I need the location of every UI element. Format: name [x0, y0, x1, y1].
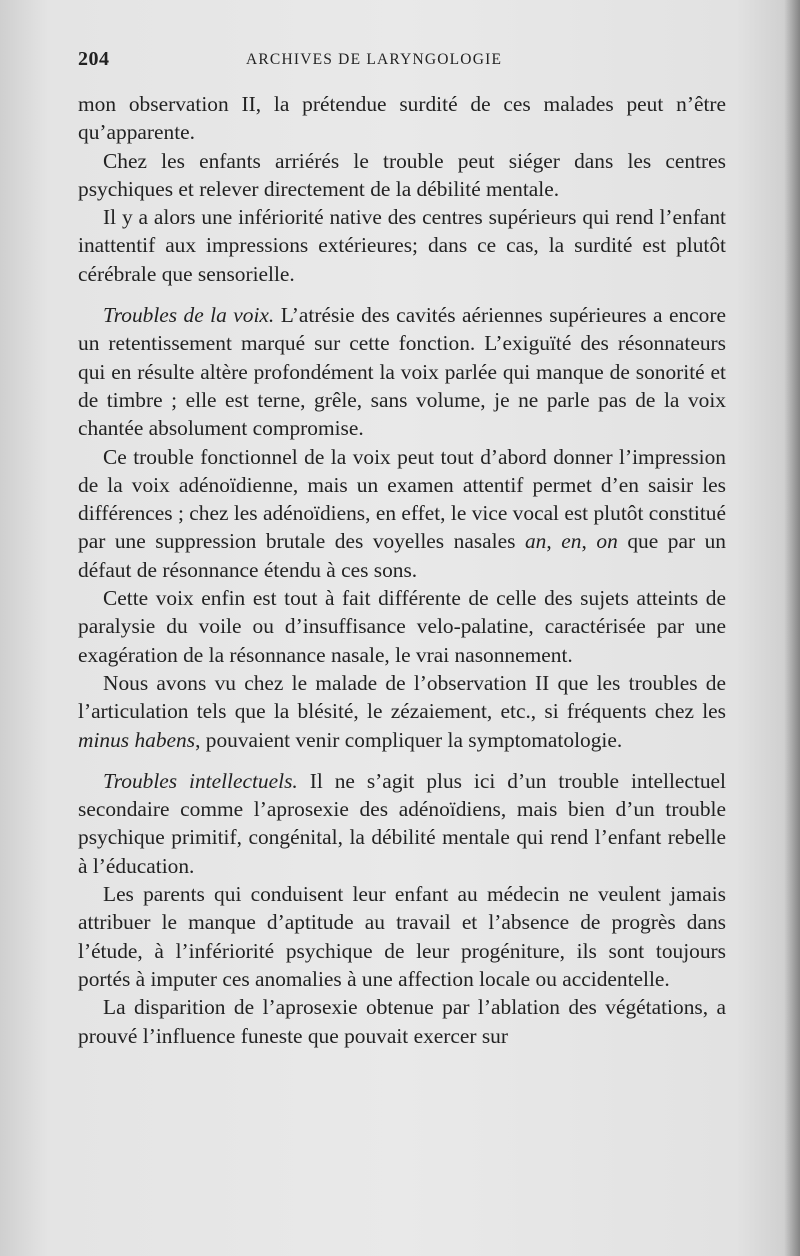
- page-spine-shadow: [784, 0, 800, 1256]
- paragraph-1: mon observation II, la prétendue surdité de ces malades peut n’être qu’apparente.: [78, 92, 726, 145]
- term-on: on: [596, 529, 618, 554]
- term-minus-habens: minus habens: [78, 727, 196, 752]
- paragraph-5-text-a: Ce trouble fonctionnel de la voix peut tout d’abord donner l’impression de la voix adénoïdienne, mais un examen attentif permet d’en saisir les différences ; chez les adénoïdiens, en effet, le vice vocal est plutôt constitué par une suppression brutale des voyelles nasales: [78, 444, 726, 554]
- term-en: en: [561, 529, 582, 554]
- separator-2: ,: [581, 529, 597, 554]
- paragraph-voice-text: L’atrésie des cavités aériennes supérieures a encore un retentissement marqué sur cette fonction. L’exiguïté des résonnateurs qui en résulte altère profondément la voix parlée qui manque de sonorité et de timbre ; elle est terne, grêle, sans volume, je ne parle pas de la voix chantée absolument compromise.: [78, 303, 726, 441]
- paragraph-intellect-text: Il ne s’agit plus ici d’un trouble intellectuel secondaire comme l’aprosexie des adénoïdiens, mais bien d’un trouble psychique primitif, congénital, la débilité mentale qui rend l’enfant rebelle à l’éducation.: [78, 768, 726, 878]
- separator-1: ,: [546, 529, 562, 554]
- paragraph-7-text-a: Nous avons vu chez le malade de l’observation II que les troubles de l’articulation tels que la blésité, le zézaiement, etc., si fréquents chez les: [78, 670, 726, 724]
- paragraph-3: Il y a alors une infériorité native des centres supérieurs qui rend l’enfant inattentif aux impressions extérieures; dans ce cas, la surdité est plutôt cérébrale que sensorielle.: [78, 205, 726, 286]
- page-number: 204: [78, 48, 110, 70]
- term-an: an: [524, 529, 547, 554]
- running-head: ARCHIVES DE LARYNGOLOGIE: [246, 51, 503, 68]
- paragraph-10: La disparition de l’aprosexie obtenue par l’ablation des végétations, a prouvé l’influence funeste que pouvait exercer sur: [78, 995, 726, 1048]
- page-header: [78, 48, 726, 74]
- section-heading-intellect: Troubles intellectuels.: [103, 768, 298, 793]
- paragraph-5-text-b: que par un défaut de résonnance étendu à ces sons.: [78, 529, 727, 582]
- paragraph-2: Chez les enfants arriérés le trouble peut siéger dans les centres psychiques et relever directement de la débilité mentale.: [78, 148, 726, 201]
- paragraph-7-text-b: , pouvaient venir compliquer la symptomatologie.: [195, 727, 623, 752]
- paragraph-intellect: [78, 767, 726, 880]
- paragraph-6: Cette voix enfin est tout à fait différente de celle des sujets atteints de paralysie du voile ou d’insuffisance velo-palatine, caractérisée par une exagération de la résonnance nasale, le vrai nasonnement.: [78, 586, 726, 667]
- paragraph-voice: [78, 301, 726, 442]
- paragraph-9: Les parents qui conduisent leur enfant au médecin ne veulent jamais attribuer le manque d’aptitude au travail et l’absence de progrès dans l’étude, à l’infériorité psychique de leur progéniture, ils sont toujours portés à imputer ces anomalies à une affection locale ou accidentelle.: [78, 882, 726, 991]
- paragraph-7: [78, 669, 726, 754]
- paragraph-5: [78, 443, 726, 584]
- body-text: [78, 90, 726, 1050]
- section-heading-voice: Troubles de la voix.: [103, 303, 275, 328]
